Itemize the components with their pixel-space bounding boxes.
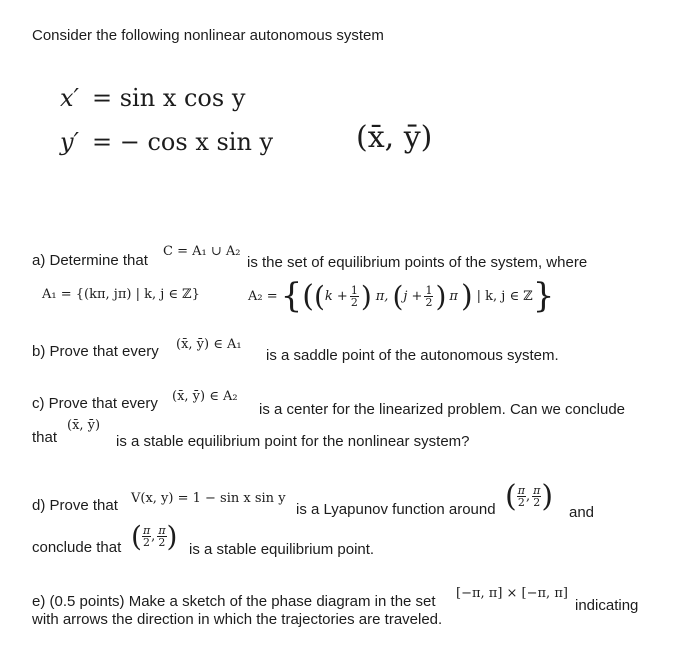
set-a2-lhs: A₂ = [248, 288, 278, 304]
paren-open-outer: ( [302, 278, 314, 314]
part-c-text-4: is a stable equilibrium point for the nonlinear system? [116, 433, 470, 450]
part-b-text-1: b) Prove that every [32, 343, 159, 360]
part-b-text-2: is a saddle point of the autonomous system. [266, 347, 559, 364]
point-pi-half-2: ( $\frac{\pi}{2}$ , $\frac{\pi}{2}$ ) [131, 519, 178, 553]
fraction-half-1: $\frac{1}{2}$ [350, 283, 358, 309]
point-pi-half-1: ( $\frac{\pi}{2}$ , $\frac{\pi}{2}$ ) [505, 478, 554, 514]
part-e-formula: [−π, π] × [−π, π] [456, 586, 568, 601]
set-a2-inner-1: k + [324, 288, 348, 304]
part-c-text-1: c) Prove that every [32, 395, 158, 412]
brace-close: } [532, 276, 555, 316]
part-e-text-3: with arrows the direction in which the trajectories are traveled. [32, 611, 443, 628]
equation-y-rhs: = − cos x sin y [92, 128, 274, 156]
paren-close-outer: ) [460, 278, 473, 314]
part-c-text-3: that [32, 429, 58, 446]
part-c-formula: (x̄, ȳ) ∈ A₂ [172, 389, 238, 404]
brace-open: { [280, 276, 303, 316]
fraction-pi-half-y: $\frac{\pi}{2}$ [533, 483, 541, 509]
part-b-formula: (x̄, ȳ) ∈ A₁ [176, 337, 242, 352]
set-a2-pi-1: π, [375, 288, 389, 304]
fraction-half-2: $\frac{1}{2}$ [425, 283, 433, 309]
paren-open-2: ( [392, 279, 404, 313]
part-d-text-1: d) Prove that [32, 497, 118, 514]
part-e-text-1: e) (0.5 points) Make a sketch of the phase diagram in the set [32, 593, 436, 610]
fraction-pi-half-x: $\frac{\pi}{2}$ [517, 483, 525, 509]
part-e-text-2: indicating [575, 597, 639, 614]
set-a2-tail: | k, j ∈ ℤ [476, 288, 533, 304]
paren-close-2: ) [435, 279, 447, 313]
part-d-text-3: and [569, 504, 595, 521]
part-a-text-1: a) Determine that [32, 252, 148, 269]
part-d-text-4: conclude that [32, 539, 122, 556]
lyapunov-function: V(x, y) = 1 − sin x sin y [131, 491, 286, 506]
part-d-text-5: is a stable equilibrium point. [189, 541, 375, 558]
equation-y-lhs: y′ [60, 128, 80, 156]
part-a-text-2: is the set of equilibrium points of the system, where [247, 254, 588, 271]
set-a2-inner-2: j + [403, 288, 423, 304]
set-a2 [248, 278, 554, 314]
paren-open-1: ( [313, 279, 325, 313]
equation-x-lhs: x′ [60, 84, 79, 112]
part-a-formula-c: C = A₁ ∪ A₂ [163, 244, 241, 259]
paren-close-1: ) [360, 279, 372, 313]
set-a2-pi-2: π [449, 288, 458, 304]
part-c-text-2: is a center for the linearized problem. Can we conclude [259, 401, 626, 418]
intro-text: Consider the following nonlinear autonomous system [32, 27, 384, 44]
equilibrium-point-label: (x̄, ȳ) [356, 120, 433, 155]
set-a1: A₁ = {(kπ, jπ) | k, j ∈ ℤ} [42, 287, 200, 302]
equation-x-rhs: = sin x cos y [92, 84, 246, 112]
part-c-formula-2: (x̄, ȳ) [67, 418, 101, 433]
part-d-text-2: is a Lyapunov function around [296, 501, 496, 518]
